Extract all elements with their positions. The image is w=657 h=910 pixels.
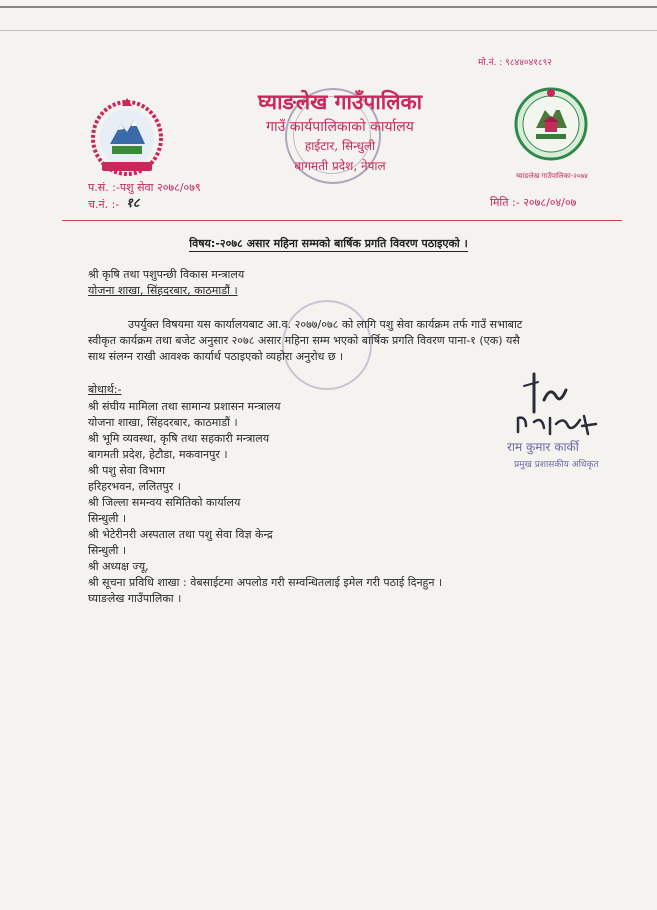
mobile-number: मो.नं. : ९८४४०४१८९२ (478, 58, 552, 68)
letter-date: मिति :- २०७८/०४/०७ (490, 196, 577, 209)
logo-caption: घ्याङलेख गाउँपालिका-२०७४ (516, 172, 588, 180)
reference-number: प.सं. :-पशु सेवा २०७८/०७९ (88, 181, 201, 194)
office-name: गाउँ कार्यपालिकाको कार्यालय (266, 119, 414, 135)
cc-line: सिन्धुली । (88, 512, 127, 525)
cc-heading: बोधार्थ:- (88, 383, 122, 396)
body-line-1: उपर्युक्त विषयमा यस कार्यालयबाट आ.व. २०७७/०७८ को लागि पशु सेवा कार्यक्रम तर्फ गाउँ सभाबाट (128, 318, 523, 331)
cc-line: योजना शाखा, सिंहदरबार, काठमाडौं । (88, 416, 238, 429)
scan-edge-line (0, 6, 657, 8)
cc-line: श्री भूमि व्यवस्था, कृषि तथा सहकारी मन्त्रालय (88, 432, 270, 445)
dispatch-label: च.नं. :- (88, 198, 120, 211)
cc-line: श्री अध्यक्ष ज्यू, (88, 560, 149, 573)
handwritten-signature (504, 360, 612, 440)
addressee-line-1: श्री कृषि तथा पशुपन्छी विकास मन्त्रालय (88, 268, 245, 281)
addressee-line-2: योजना शाखा, सिंहदरबार, काठमाडौं । (88, 284, 238, 297)
subject-text: विषय:-२०७८ असार महिना सम्मको बार्षिक प्रगति विवरण पठाइएको । (189, 237, 468, 250)
subject-line (0, 236, 657, 251)
signatory-title: प्रमुख प्रशासकीय अधिकृत (514, 460, 599, 470)
cc-line: श्री भेटेरीनरी अस्पताल तथा पशु सेवा विज्ञ केन्द्र (88, 528, 273, 541)
cc-line: घ्याङलेख गाउँपालिका । (88, 592, 182, 605)
cc-line: सिन्धुली । (88, 544, 127, 557)
cc-line: श्री सूचना प्रविधि शाखा : वेबसाईटमा अपलोड गरी सम्वन्धितलाई इमेल गरी पठाई दिनहुन । (88, 576, 443, 589)
office-address: हाईटार, सिन्धुली (304, 139, 376, 153)
cc-line: श्री पशु सेवा विभाग (88, 464, 165, 477)
signatory-name: राम कुमार कार्की (507, 440, 579, 454)
cc-line: श्री संघीय मामिला तथा सामान्य प्रशासन मन्त्रालय (88, 400, 281, 413)
municipality-logo-icon (512, 84, 590, 170)
dispatch-number: १८ (126, 196, 140, 211)
nepal-emblem-icon (88, 96, 166, 178)
cc-line: हरिहरभवन, ललितपुर । (88, 480, 181, 493)
letterhead-rule (62, 220, 622, 221)
cc-line: श्री जिल्ला समन्वय समितिको कार्यालय (88, 496, 241, 509)
org-name: घ्याङलेख गाउँपालिका (257, 90, 423, 114)
body-line-2: स्वीकृत कार्यक्रम तथा बजेट अनुसार २०७८ असार महिना सम्म भएको बार्षिक प्रगति विवरण पाना-१ (एक) यसै (88, 334, 520, 347)
body-line-3: साथ संलग्न राखी आवश्क कार्यार्थ पठाइएको व्यहोरा अनुरोध छ । (88, 350, 344, 363)
office-province: बागमती प्रदेश, नेपाल (294, 159, 386, 173)
scan-edge-line (0, 30, 657, 31)
cc-line: बागमती प्रदेश, हेटौडा, मकवानपुर । (88, 448, 228, 461)
